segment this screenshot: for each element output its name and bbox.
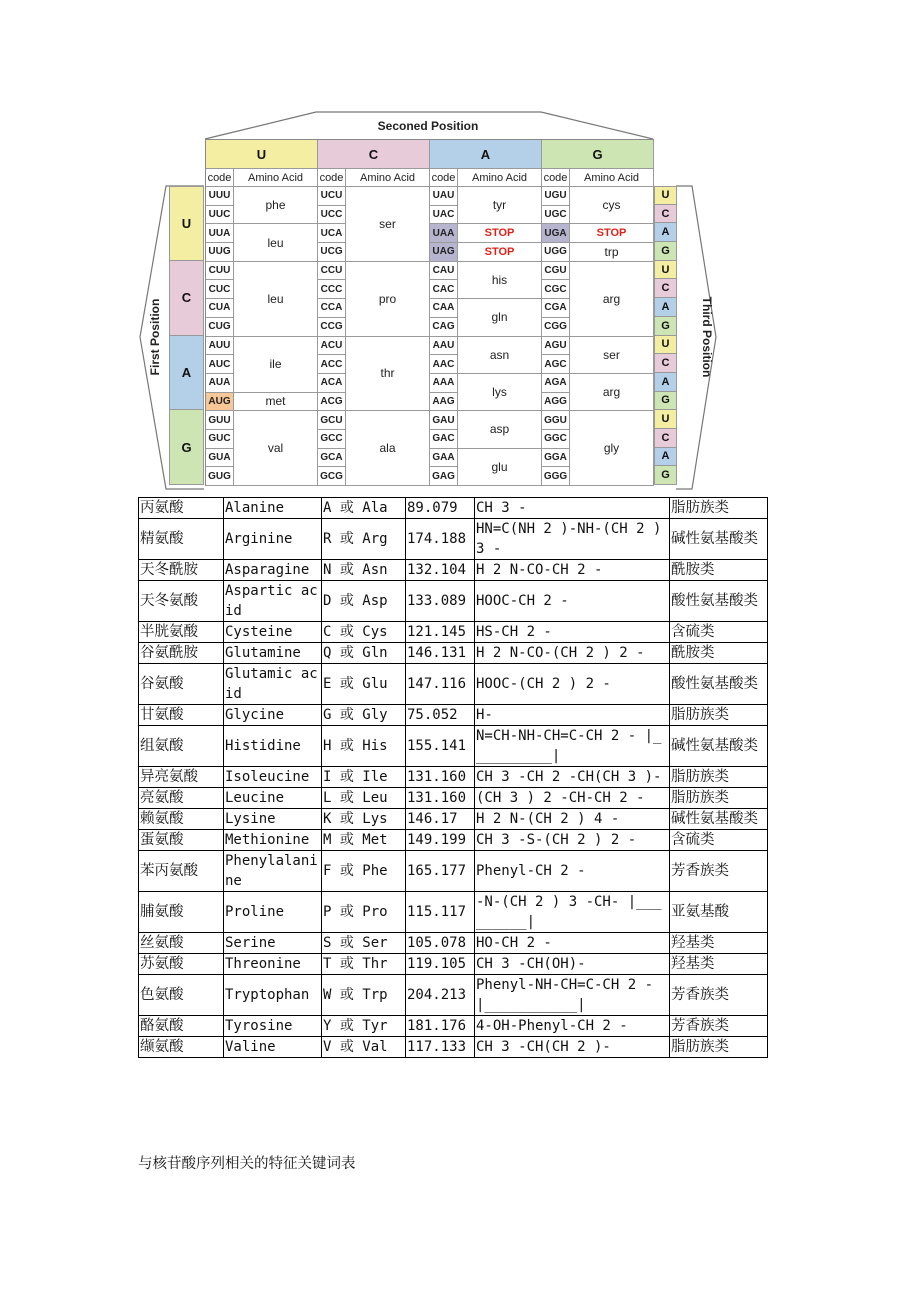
molecular-weight-cell: 181.176 (406, 1016, 475, 1037)
molecular-weight-cell: 165.177 (406, 851, 475, 892)
stop-cell: STOP (458, 224, 542, 243)
category-cell: 脂肪族类 (670, 788, 768, 809)
abbreviation-cell: L 或 Leu (322, 788, 406, 809)
side-chain-cell: 4-OH-Phenyl-CH 2 - (475, 1016, 670, 1037)
english-name-cell: Tryptophan (224, 975, 322, 1016)
english-name-cell: Arginine (224, 519, 322, 560)
abbreviation-cell: C 或 Cys (322, 622, 406, 643)
side-chain-cell: CH 3 -CH(CH 2 )- (475, 1037, 670, 1058)
codon-cell: UUU (206, 187, 234, 206)
molecular-weight-cell: 75.052 (406, 705, 475, 726)
abbreviation-cell: I 或 Ile (322, 767, 406, 788)
amino-acid-cell: arg (570, 374, 654, 411)
category-cell: 含硫类 (670, 830, 768, 851)
english-name-cell: Tyrosine (224, 1016, 322, 1037)
side-chain-cell: HOOC-(CH 2 ) 2 - (475, 664, 670, 705)
side-chain-cell: CH 3 -S-(CH 2 ) 2 - (475, 830, 670, 851)
codon-cell: UAG (430, 243, 458, 262)
amino-acid-cell: gly (570, 411, 654, 486)
category-cell: 酰胺类 (670, 560, 768, 581)
side-chain-cell: CH 3 - (475, 498, 670, 519)
abbreviation-cell: T 或 Thr (322, 954, 406, 975)
abbreviation-cell: E 或 Glu (322, 664, 406, 705)
first-base-c: C (169, 261, 204, 336)
chinese-name-cell: 精氨酸 (139, 519, 224, 560)
second-base-g: G (542, 140, 654, 169)
side-chain-cell: HO-CH 2 - (475, 933, 670, 954)
codon-cell: UCC (318, 206, 346, 225)
table-row (139, 788, 768, 809)
codon-cell: CGA (542, 299, 570, 318)
codon-cell: AUC (206, 355, 234, 374)
codon-cell: GCU (318, 411, 346, 430)
side-chain-cell: (CH 3 ) 2 -CH-CH 2 - (475, 788, 670, 809)
amino-acid-cell: tyr (458, 187, 542, 224)
english-name-cell: Leucine (224, 788, 322, 809)
amino-acid-cell: pro (346, 262, 430, 337)
table-row (139, 560, 768, 581)
codon-cell: GUC (206, 430, 234, 449)
side-chain-cell: H 2 N-CO-(CH 2 ) 2 - (475, 643, 670, 664)
side-chain-cell: N=CH-NH-CH=C-CH 2 - |__________| (475, 726, 670, 767)
codon-cell: UCA (318, 224, 346, 243)
english-name-cell: Asparagine (224, 560, 322, 581)
codon-cell: AUA (206, 374, 234, 393)
chinese-name-cell: 色氨酸 (139, 975, 224, 1016)
table-row (139, 830, 768, 851)
third-base-cell: U (654, 410, 677, 429)
molecular-weight-cell: 146.17 (406, 809, 475, 830)
category-cell: 酸性氨基酸类 (670, 664, 768, 705)
side-chain-cell: HOOC-CH 2 - (475, 581, 670, 622)
amino-acid-cell: asn (458, 337, 542, 374)
third-base-cell: G (654, 392, 677, 411)
codon-cell: AUG (206, 393, 234, 412)
amino-acid-cell: ser (570, 337, 654, 374)
category-cell: 脂肪族类 (670, 767, 768, 788)
codon-table-figure (136, 108, 720, 490)
codon-cell: AGC (542, 355, 570, 374)
codon-cell: CUA (206, 299, 234, 318)
codon-cell: UCU (318, 187, 346, 206)
molecular-weight-cell: 133.089 (406, 581, 475, 622)
codon-cell: GAG (430, 467, 458, 486)
codon-cell: AGU (542, 337, 570, 356)
third-base-cell: G (654, 466, 677, 485)
code-header: code (318, 169, 346, 187)
third-base-cell: U (654, 336, 677, 355)
first-base-a: A (169, 336, 204, 411)
table-row (139, 581, 768, 622)
abbreviation-cell: S 或 Ser (322, 933, 406, 954)
category-cell: 脂肪族类 (670, 1037, 768, 1058)
third-base-cell: U (654, 261, 677, 280)
codon-cell: UUA (206, 224, 234, 243)
molecular-weight-cell: 131.160 (406, 767, 475, 788)
chinese-name-cell: 谷氨酸 (139, 664, 224, 705)
chinese-name-cell: 苯丙氨酸 (139, 851, 224, 892)
chinese-name-cell: 缬氨酸 (139, 1037, 224, 1058)
chinese-name-cell: 蛋氨酸 (139, 830, 224, 851)
codon-cell: GUU (206, 411, 234, 430)
english-name-cell: Aspartic acid (224, 581, 322, 622)
chinese-name-cell: 组氨酸 (139, 726, 224, 767)
amino-acid-header: Amino Acid (346, 169, 430, 187)
codon-cell: UGG (542, 243, 570, 262)
codon-cell: CAC (430, 280, 458, 299)
category-cell: 脂肪族类 (670, 498, 768, 519)
codon-cell: GUG (206, 467, 234, 486)
chinese-name-cell: 异亮氨酸 (139, 767, 224, 788)
codon-cell: GGA (542, 449, 570, 468)
table-row (139, 1016, 768, 1037)
codon-cell: CUG (206, 318, 234, 337)
amino-acid-header: Amino Acid (234, 169, 318, 187)
codon-cell: AAA (430, 374, 458, 393)
table-row (139, 643, 768, 664)
amino-acid-cell: ile (234, 337, 318, 393)
amino-acid-cell: arg (570, 262, 654, 337)
codon-cell: ACC (318, 355, 346, 374)
side-chain-cell: Phenyl-CH 2 - (475, 851, 670, 892)
abbreviation-cell: Y 或 Tyr (322, 1016, 406, 1037)
abbreviation-cell: M 或 Met (322, 830, 406, 851)
codon-cell: UUC (206, 206, 234, 225)
second-base-a: A (430, 140, 542, 169)
codon-cell: GGG (542, 467, 570, 486)
molecular-weight-cell: 204.213 (406, 975, 475, 1016)
codon-cell: CAG (430, 318, 458, 337)
amino-acid-cell: leu (234, 262, 318, 337)
codon-cell: CUC (206, 280, 234, 299)
third-base-cell: G (654, 317, 677, 336)
amino-acid-header: Amino Acid (458, 169, 542, 187)
amino-acid-header: Amino Acid (570, 169, 654, 187)
first-base-u: U (169, 186, 204, 261)
third-base-cell: A (654, 373, 677, 392)
molecular-weight-cell: 131.160 (406, 788, 475, 809)
codon-cell: CCC (318, 280, 346, 299)
side-chain-cell: H 2 N-CO-CH 2 - (475, 560, 670, 581)
abbreviation-cell: A 或 Ala (322, 498, 406, 519)
english-name-cell: Serine (224, 933, 322, 954)
abbreviation-cell: P 或 Pro (322, 892, 406, 933)
code-header: code (542, 169, 570, 187)
codon-cell: CAA (430, 299, 458, 318)
abbreviation-cell: W 或 Trp (322, 975, 406, 1016)
abbreviation-cell: Q 或 Gln (322, 643, 406, 664)
stop-cell: STOP (458, 243, 542, 262)
category-cell: 碱性氨基酸类 (670, 519, 768, 560)
codon-cell: CCA (318, 299, 346, 318)
molecular-weight-cell: 119.105 (406, 954, 475, 975)
first-base-g: G (169, 410, 204, 485)
abbreviation-cell: N 或 Asn (322, 560, 406, 581)
english-name-cell: Proline (224, 892, 322, 933)
third-position-bases (654, 186, 677, 485)
molecular-weight-cell: 121.145 (406, 622, 475, 643)
codon-cell: AAG (430, 393, 458, 412)
table-row (139, 933, 768, 954)
molecular-weight-cell: 155.141 (406, 726, 475, 767)
table-row (139, 851, 768, 892)
codon-cell: CUU (206, 262, 234, 281)
amino-acid-cell: thr (346, 337, 430, 412)
english-name-cell: Isoleucine (224, 767, 322, 788)
english-name-cell: Glutamic acid (224, 664, 322, 705)
amino-acid-cell: cys (570, 187, 654, 224)
codon-cell: GGU (542, 411, 570, 430)
abbreviation-cell: R 或 Arg (322, 519, 406, 560)
table-row (139, 664, 768, 705)
chinese-name-cell: 丝氨酸 (139, 933, 224, 954)
category-cell: 羟基类 (670, 954, 768, 975)
chinese-name-cell: 天冬氨酸 (139, 581, 224, 622)
amino-acid-cell: ala (346, 411, 430, 486)
third-base-cell: A (654, 448, 677, 467)
english-name-cell: Glycine (224, 705, 322, 726)
third-base-cell: G (654, 242, 677, 261)
english-name-cell: Alanine (224, 498, 322, 519)
molecular-weight-cell: 146.131 (406, 643, 475, 664)
chinese-name-cell: 亮氨酸 (139, 788, 224, 809)
amino-acid-cell: glu (458, 449, 542, 486)
codon-cell: CGU (542, 262, 570, 281)
codon-cell: AUU (206, 337, 234, 356)
codon-cell: GAA (430, 449, 458, 468)
chinese-name-cell: 苏氨酸 (139, 954, 224, 975)
table-row (139, 892, 768, 933)
category-cell: 亚氨基酸 (670, 892, 768, 933)
side-chain-cell: HN=C(NH 2 )-NH-(CH 2 ) 3 - (475, 519, 670, 560)
amino-acid-cell: val (234, 411, 318, 486)
side-chain-cell: HS-CH 2 - (475, 622, 670, 643)
third-position-label: Third Position (700, 296, 714, 378)
side-chain-cell: CH 3 -CH 2 -CH(CH 3 )- (475, 767, 670, 788)
english-name-cell: Phenylalanine (224, 851, 322, 892)
chinese-name-cell: 酪氨酸 (139, 1016, 224, 1037)
codon-cell: GCA (318, 449, 346, 468)
english-name-cell: Valine (224, 1037, 322, 1058)
first-position-bases (169, 186, 204, 485)
first-position-label: First Position (148, 298, 162, 376)
category-cell: 含硫类 (670, 622, 768, 643)
molecular-weight-cell: 174.188 (406, 519, 475, 560)
molecular-weight-cell: 149.199 (406, 830, 475, 851)
codon-grid (205, 139, 654, 486)
codon-cell: UGA (542, 224, 570, 243)
table-row (139, 705, 768, 726)
molecular-weight-cell: 115.117 (406, 892, 475, 933)
codon-cell: GAC (430, 430, 458, 449)
table-row (139, 767, 768, 788)
codon-cell: CGC (542, 280, 570, 299)
molecular-weight-cell: 117.133 (406, 1037, 475, 1058)
abbreviation-cell: G 或 Gly (322, 705, 406, 726)
side-chain-cell: -N-(CH 2 ) 3 -CH- |_________| (475, 892, 670, 933)
amino-acid-cell: his (458, 262, 542, 299)
english-name-cell: Lysine (224, 809, 322, 830)
codon-cell: GCG (318, 467, 346, 486)
amino-acid-cell: asp (458, 411, 542, 448)
codon-cell: UGU (542, 187, 570, 206)
molecular-weight-cell: 89.079 (406, 498, 475, 519)
codon-cell: UCG (318, 243, 346, 262)
third-base-cell: A (654, 223, 677, 242)
amino-acid-cell: ser (346, 187, 430, 262)
table-row (139, 809, 768, 830)
table-row (139, 975, 768, 1016)
codon-cell: AAC (430, 355, 458, 374)
amino-acid-cell: met (234, 393, 318, 412)
category-cell: 酰胺类 (670, 643, 768, 664)
category-cell: 碱性氨基酸类 (670, 726, 768, 767)
abbreviation-cell: D 或 Asp (322, 581, 406, 622)
third-base-cell: C (654, 279, 677, 298)
category-cell: 芳香族类 (670, 851, 768, 892)
third-base-cell: C (654, 354, 677, 373)
stop-cell: STOP (570, 224, 654, 243)
molecular-weight-cell: 132.104 (406, 560, 475, 581)
category-cell: 羟基类 (670, 933, 768, 954)
codon-cell: UUG (206, 243, 234, 262)
codon-cell: UAA (430, 224, 458, 243)
side-chain-cell: Phenyl-NH-CH=C-CH 2 - |___________| (475, 975, 670, 1016)
table-row (139, 519, 768, 560)
abbreviation-cell: V 或 Val (322, 1037, 406, 1058)
second-base-u: U (206, 140, 318, 169)
amino-acid-table (138, 497, 768, 1058)
chinese-name-cell: 甘氨酸 (139, 705, 224, 726)
codon-cell: AGG (542, 393, 570, 412)
codon-cell: AGA (542, 374, 570, 393)
chinese-name-cell: 半胱氨酸 (139, 622, 224, 643)
amino-acid-cell: trp (570, 243, 654, 262)
molecular-weight-cell: 147.116 (406, 664, 475, 705)
english-name-cell: Cysteine (224, 622, 322, 643)
side-chain-cell: H 2 N-(CH 2 ) 4 - (475, 809, 670, 830)
side-chain-cell: CH 3 -CH(OH)- (475, 954, 670, 975)
table-row (139, 622, 768, 643)
codon-cell: GAU (430, 411, 458, 430)
abbreviation-cell: K 或 Lys (322, 809, 406, 830)
second-position-label: Seconed Position (377, 119, 479, 133)
codon-cell: CCG (318, 318, 346, 337)
category-cell: 芳香族类 (670, 975, 768, 1016)
english-name-cell: Glutamine (224, 643, 322, 664)
codon-cell: CGG (542, 318, 570, 337)
third-base-cell: C (654, 205, 677, 224)
codon-cell: GCC (318, 430, 346, 449)
codon-cell: UAU (430, 187, 458, 206)
codon-cell: CAU (430, 262, 458, 281)
amino-acid-cell: lys (458, 374, 542, 411)
code-header: code (430, 169, 458, 187)
category-cell: 碱性氨基酸类 (670, 809, 768, 830)
chinese-name-cell: 丙氨酸 (139, 498, 224, 519)
table-row (139, 954, 768, 975)
chinese-name-cell: 脯氨酸 (139, 892, 224, 933)
table-row (139, 498, 768, 519)
abbreviation-cell: H 或 His (322, 726, 406, 767)
abbreviation-cell: F 或 Phe (322, 851, 406, 892)
amino-acid-cell: phe (234, 187, 318, 224)
category-cell: 脂肪族类 (670, 705, 768, 726)
second-base-c: C (318, 140, 430, 169)
codon-cell: UAC (430, 206, 458, 225)
codon-cell: UGC (542, 206, 570, 225)
third-base-cell: U (654, 186, 677, 205)
english-name-cell: Threonine (224, 954, 322, 975)
english-name-cell: Methionine (224, 830, 322, 851)
codon-cell: GUA (206, 449, 234, 468)
codon-cell: ACG (318, 393, 346, 412)
codon-cell: AAU (430, 337, 458, 356)
amino-acid-cell: gln (458, 299, 542, 336)
third-base-cell: A (654, 298, 677, 317)
chinese-name-cell: 赖氨酸 (139, 809, 224, 830)
codon-cell: GGC (542, 430, 570, 449)
codon-cell: ACA (318, 374, 346, 393)
table-row (139, 1037, 768, 1058)
amino-acid-cell: leu (234, 224, 318, 261)
category-cell: 酸性氨基酸类 (670, 581, 768, 622)
third-base-cell: C (654, 429, 677, 448)
chinese-name-cell: 谷氨酰胺 (139, 643, 224, 664)
category-cell: 芳香族类 (670, 1016, 768, 1037)
side-chain-cell: H- (475, 705, 670, 726)
codon-cell: ACU (318, 337, 346, 356)
table-row (139, 726, 768, 767)
chinese-name-cell: 天冬酰胺 (139, 560, 224, 581)
codon-cell: CCU (318, 262, 346, 281)
molecular-weight-cell: 105.078 (406, 933, 475, 954)
caption: 与核苷酸序列相关的特征关键词表 (138, 1156, 356, 1172)
code-header: code (206, 169, 234, 187)
english-name-cell: Histidine (224, 726, 322, 767)
